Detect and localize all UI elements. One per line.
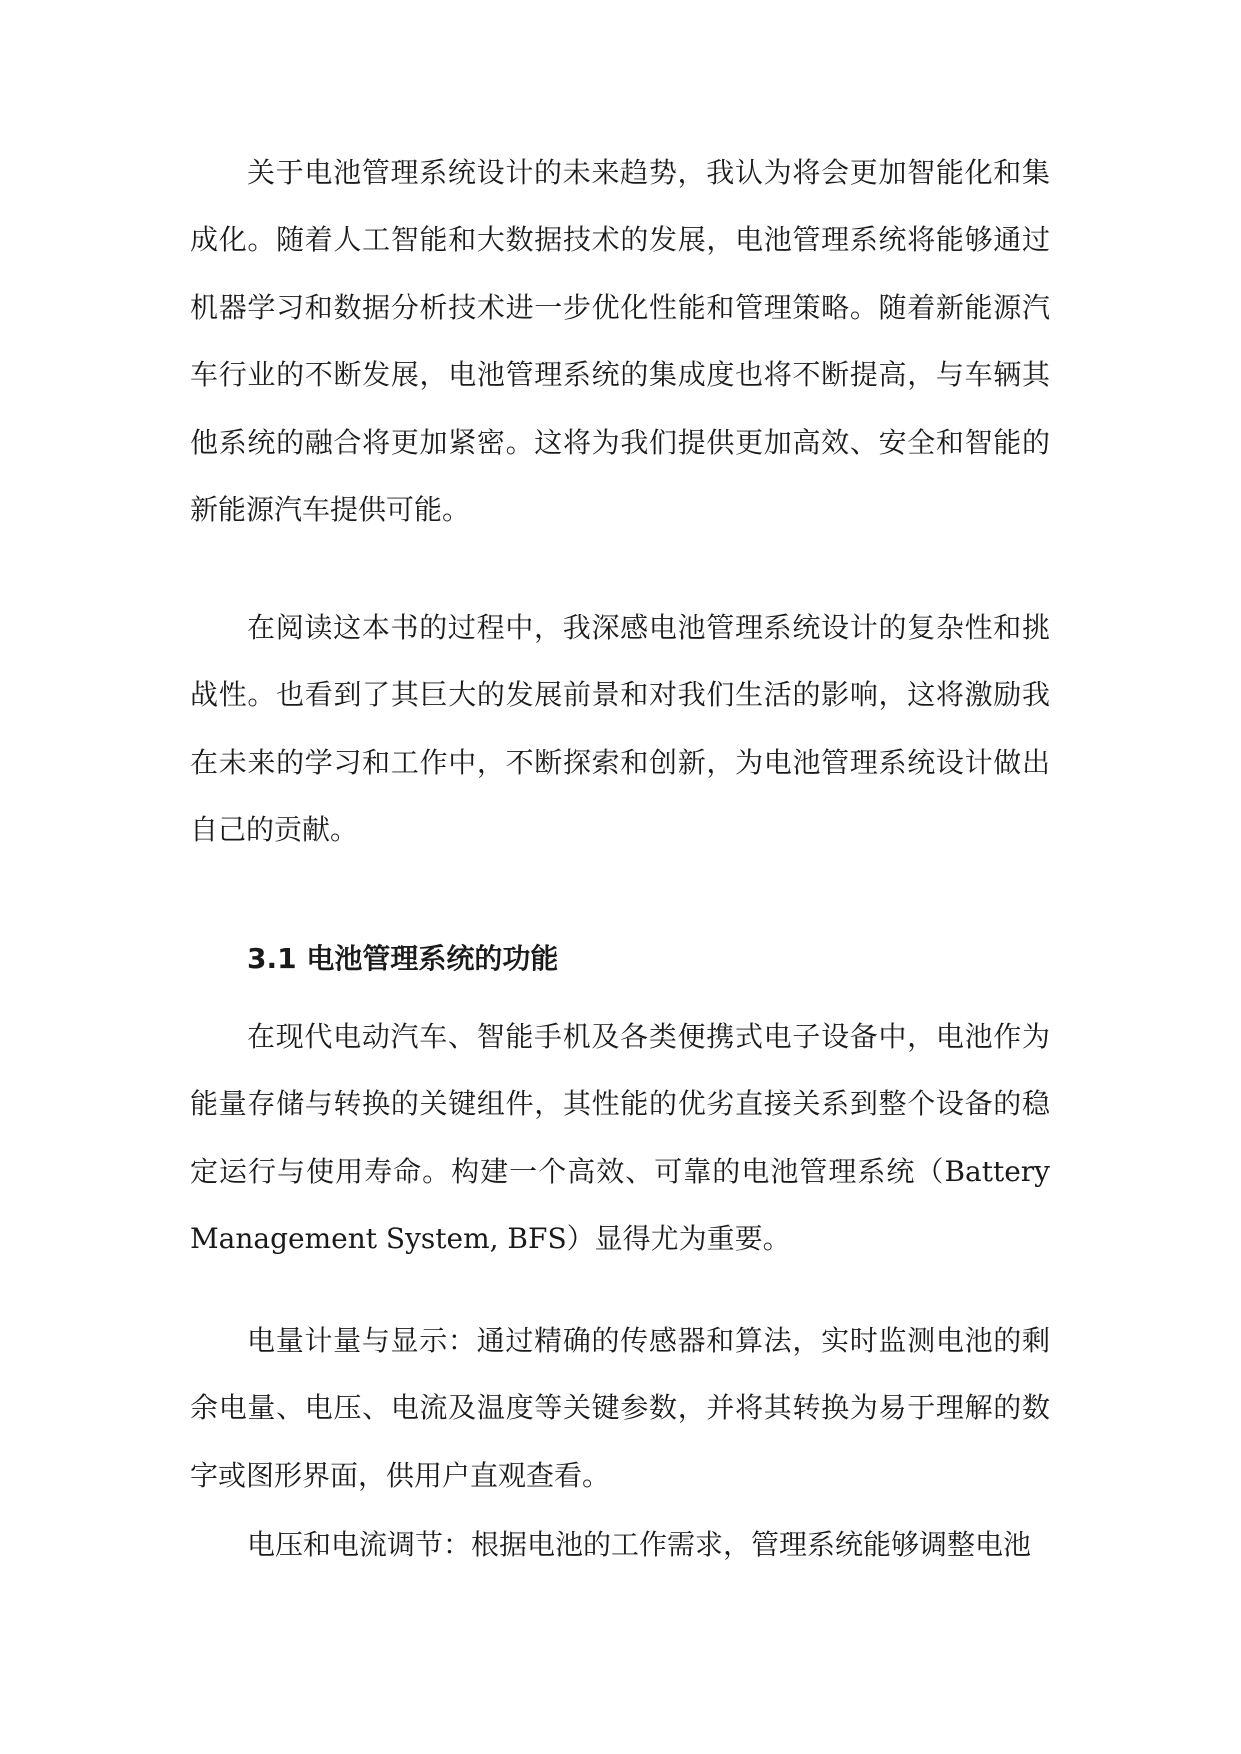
paragraph-reflection: 在阅读这本书的过程中，我深感电池管理系统设计的复杂性和挑战性。也看到了其巨大的发展前景和对我们生活的影响，这将激励我在未来的学习和工作中，不断探索和创新，为电池管理系统设计做出自己的贡献。	[190, 611, 1050, 847]
paragraph-regulation: 电压和电流调节：根据电池的工作需求，管理系统能够调整电池	[247, 1528, 1032, 1561]
section-heading: 3.1 电池管理系统的功能	[247, 942, 559, 975]
paragraph-intro: 在现代电动汽车、智能手机及各类便携式电子设备中，电池作为能量存储与转换的关键组件，其性能的优劣直接关系到整个设备的稳定运行与使用寿命。构建一个高效、可靠的电池管理系统（Battery Management System, BFS）显得尤为重要。	[190, 1020, 1050, 1256]
paragraph-future-trends: 关于电池管理系统设计的未来趋势，我认为将会更加智能化和集成化。随着人工智能和大数据技术的发展，电池管理系统将能够通过机器学习和数据分析技术进一步优化性能和管理策略。随着新能源汽车行业的不断发展，电池管理系统的集成度也将不断提高，与车辆其他系统的融合将更加紧密。这将为我们提供更加高效、安全和智能的新能源汽车提供可能。	[190, 156, 1050, 527]
paragraph-metering: 电量计量与显示：通过精确的传感器和算法，实时监测电池的剩余电量、电压、电流及温度等关键参数，并将其转换为易于理解的数字或图形界面，供用户直观查看。	[190, 1324, 1050, 1492]
